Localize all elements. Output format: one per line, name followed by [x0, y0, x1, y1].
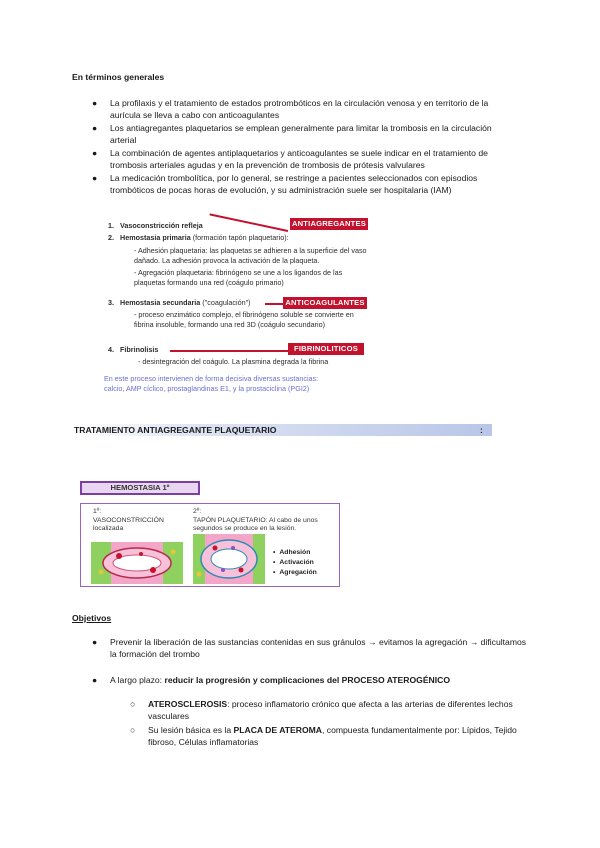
list-item: ● La combinación de agentes antiplaquetarios y anticoagulantes se suele indicar en el tratamiento de trombosis arteriales agudas y en la prevención de trombosis de prótesis valvulares [92, 148, 488, 170]
list-item: ● Prevenir la liberación de las sustancias contenidas en sus gránulos → evitamos la agregación → dificultamos la formación del trombo [92, 637, 527, 659]
phase-2-aggregation: - Agregación plaquetaria: fibrinógeno se une a los ligandos de las plaquetas formando una red (coágulo primario) [134, 268, 343, 287]
circle-bullet-icon: ○ [130, 699, 136, 709]
circle-bullet-icon: ○ [130, 725, 136, 735]
list-item: ● Los antiagregantes plaquetarios se emplean generalmente para limitar la trombosis en la circulación arterial [92, 123, 492, 145]
list-item: ● La profilaxis y el tratamiento de estados protrombóticos en la circulación venosa y en territorio de la aurícula se lleva a cabo con anticoagulantes [92, 98, 489, 120]
atheroma-item: ○ Su lesión básica es la PLACA DE ATEROMA, compuesta fundamentalmente por: Lípidos, Tejido fibroso, Células inflamatorias [130, 725, 517, 747]
anticoagulantes-arrow [265, 303, 283, 305]
phase-1: 1. Vasoconstricción refleja [108, 221, 203, 230]
antiagregantes-arrow [210, 213, 289, 231]
bullet-icon: ● [92, 123, 98, 133]
substances-note: En este proceso intervienen de forma decisiva diversas sustancias: calcio, AMP cíclico, prostaglandinas E1, y la prostaciclina (PGI2) [104, 374, 319, 393]
heading-colon: : [480, 425, 483, 435]
platelet-plug-illustration [193, 534, 265, 584]
phase-4: 4. Fibrinolisis [108, 345, 159, 354]
anticoagulantes-tag: ANTICOAGULANTES [283, 297, 367, 309]
section-heading-general: En términos generales [72, 72, 165, 82]
bullet-icon: ● [92, 148, 98, 158]
phase-3-detail: - proceso enzimático complejo, el fibrinógeno soluble se convierte en fibrina insoluble, formando una red 3D (coágulo secundario) [134, 310, 354, 329]
hemostasis-phases-figure [100, 214, 375, 392]
vessel-illustration [91, 542, 183, 584]
plug-label: 2º: TAPÓN PLAQUETARIO: Al cabo de unos segundos se produce en la lesión. [193, 508, 318, 532]
hemostasia-panel [80, 503, 340, 587]
general-bullet-list [92, 97, 520, 197]
phase-2: 2. Hemostasia primaria (formación tapón plaquetario): [108, 233, 289, 242]
phase-3: 3. Hemostasia secundaria ("coagulación") [108, 298, 251, 307]
objectives-list-2 [92, 674, 530, 686]
bullet-icon: ● [92, 173, 98, 183]
phase-2-adhesion: - Adhesión plaquetaria: las plaquetas se adhieren a la superficie del vaso dañado. La adhesión provoca la activación de la plaqueta. [134, 246, 367, 265]
list-item: ● A largo plazo: reducir la progresión y complicaciones del PROCESO ATEROGÉNICO [92, 675, 451, 685]
fibrinoliticos-arrow [170, 350, 288, 352]
section-heading-objectives: Objetivos [72, 613, 112, 623]
hemostasia-figure [80, 481, 340, 587]
phase-4-detail: - desintegración del coágulo. La plasmina degrada la fibrina [138, 357, 329, 366]
fibrinoliticos-tag: FIBRINOLITICOS [288, 343, 364, 355]
bullet-icon: ● [92, 637, 98, 647]
section-heading-antiplatelet: TRATAMIENTO ANTIAGREGANTE PLAQUETARIO [74, 425, 277, 435]
list-item: • Adhesión [273, 548, 317, 558]
section-heading-bar [72, 424, 492, 436]
list-item: • Agregación [273, 568, 317, 578]
bullet-icon: ● [92, 98, 98, 108]
list-item: • Activación [273, 558, 317, 568]
list-item: ● La medicación trombolítica, por lo general, se restringe a pacientes seleccionados con episodios trombóticos de pocas horas de evolución, y su administración suele ser hospitalaria (IAM) [92, 173, 478, 195]
vasoconstriction-label: 1º: VASOCONSTRICCIÓN localizada [93, 508, 164, 532]
objectives-list [92, 636, 530, 660]
antiagregantes-tag: ANTIAGREGANTES [291, 219, 367, 228]
bullet-icon: ● [92, 675, 98, 685]
plug-steps-list [273, 548, 317, 578]
atherosclerosis-item: ○ ATEROSCLEROSIS: proceso inflamatorio crónico que afecta a las arterias de diferentes lechos vasculares [130, 699, 513, 721]
hemostasia-title-box: HEMOSTASIA 1º [80, 481, 200, 495]
